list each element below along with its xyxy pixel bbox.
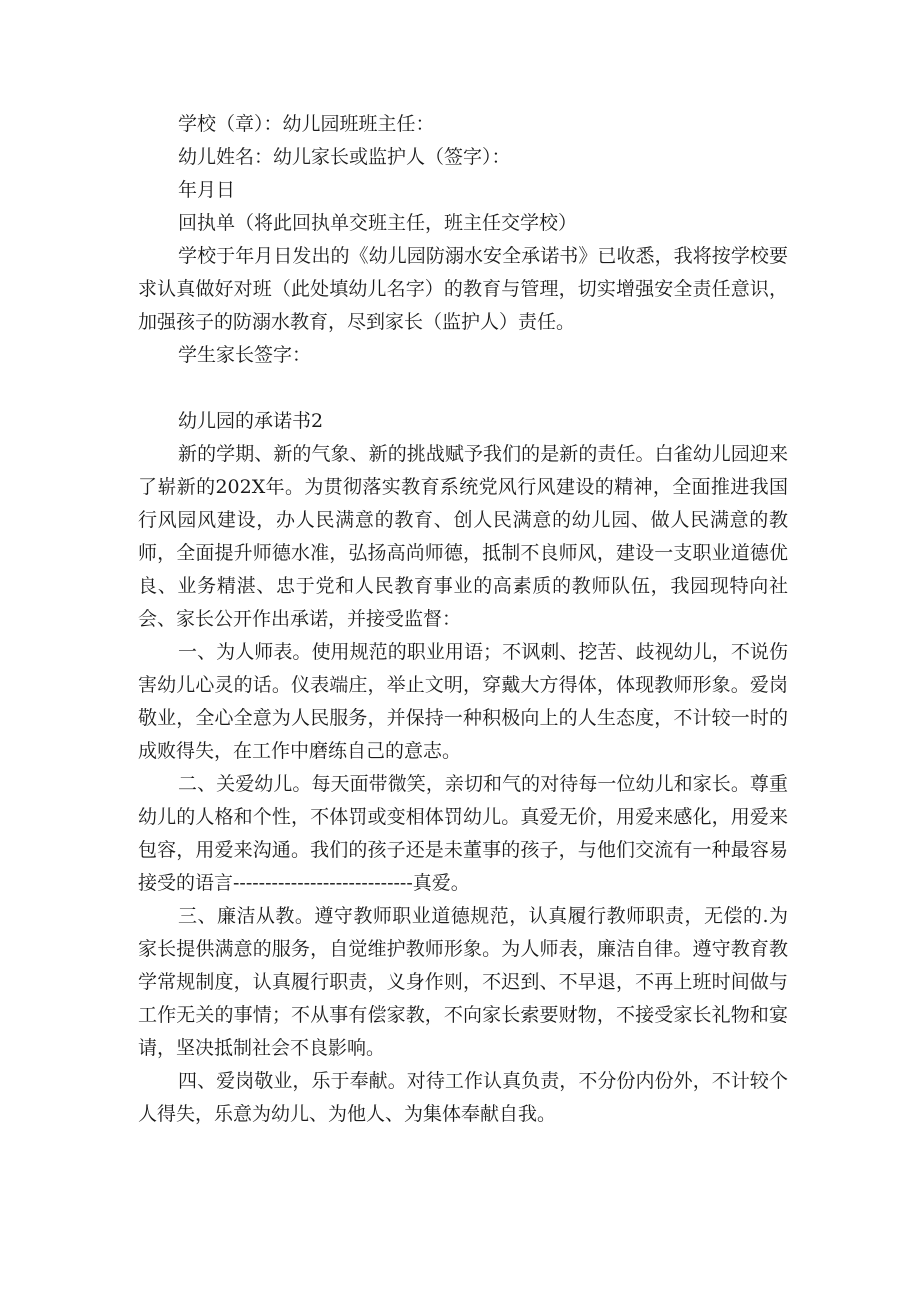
section-spacer: [138, 372, 788, 405]
pledge-item: 二、关爱幼儿。每天面带微笑，亲切和气的对待每一位幼儿和家长。尊重幼儿的人格和个性，不体罚或变相体罚幼儿。真爱无价，用爱来感化，用爱来包容，用爱来沟通。我们的孩子还是未董事的孩子，与他们交流有一种最容易接受的语言----------------------------真爱。: [138, 773, 788, 894]
receipt-title: 回执单（将此回执单交班主任，班主任交学校）: [178, 212, 578, 234]
document-page: [138, 108, 788, 1131]
pledge-title: 幼儿园的承诺书2: [178, 410, 324, 432]
child-line: 幼儿姓名：幼儿家长或监护人（签字）：: [178, 146, 511, 168]
receipt-body: 学校于年月日发出的《幼儿园防溺水安全承诺书》已收悉，我将按学校要求认真做好对班（此处填幼儿名字）的教育与管理，切实增强安全责任意识，加强孩子的防溺水教育，尽到家长（监护人）责任。: [138, 245, 788, 333]
parent-sign-line: 学生家长签字：: [178, 344, 312, 366]
date-line: 年月日: [178, 179, 236, 201]
pledge-intro: 新的学期、新的气象、新的挑战赋予我们的是新的责任。白雀幼儿园迎来了崭新的202X年。为贯彻落实教育系统党风行风建设的精神，全面推进我国行风园风建设，办人民满意的教育、创人民满意的幼儿园、做人民满意的教师，全面提升师德水准，弘扬高尚师德，抵制不良师风，建设一支职业道德优良、业务精湛、忠于党和人民教育事业的高素质的教师队伍，我园现特向社会、家长公开作出承诺，并接受监督：: [138, 443, 788, 630]
pledge-item: 一、为人师表。使用规范的职业用语；不讽刺、挖苦、歧视幼儿，不说伤害幼儿心灵的话。仪表端庄，举止文明，穿戴大方得体，体现教师形象。爱岗敬业，全心全意为人民服务，并保持一种积极向上的人生态度，不计较一时的成败得失，在工作中磨练自己的意志。: [138, 641, 788, 762]
school-line: 学校（章）：幼儿园班班主任：: [178, 113, 435, 135]
pledge-item: 三、廉洁从教。遵守教师职业道德规范，认真履行教师职责，无偿的.为家长提供满意的服务，自觉维护教师形象。为人师表，廉洁自律。遵守教育教学常规制度，认真履行职责，义身作则，不迟到、不早退，不再上班时间做与工作无关的事情；不从事有偿家教，不向家长索要财物，不接受家长礼物和宴请，坚决抵制社会不良影响。: [138, 905, 788, 1059]
pledge-item: 四、爱岗敬业，乐于奉献。对待工作认真负责，不分份内份外，不计较个人得失，乐意为幼儿、为他人、为集体奉献自我。: [138, 1070, 788, 1125]
